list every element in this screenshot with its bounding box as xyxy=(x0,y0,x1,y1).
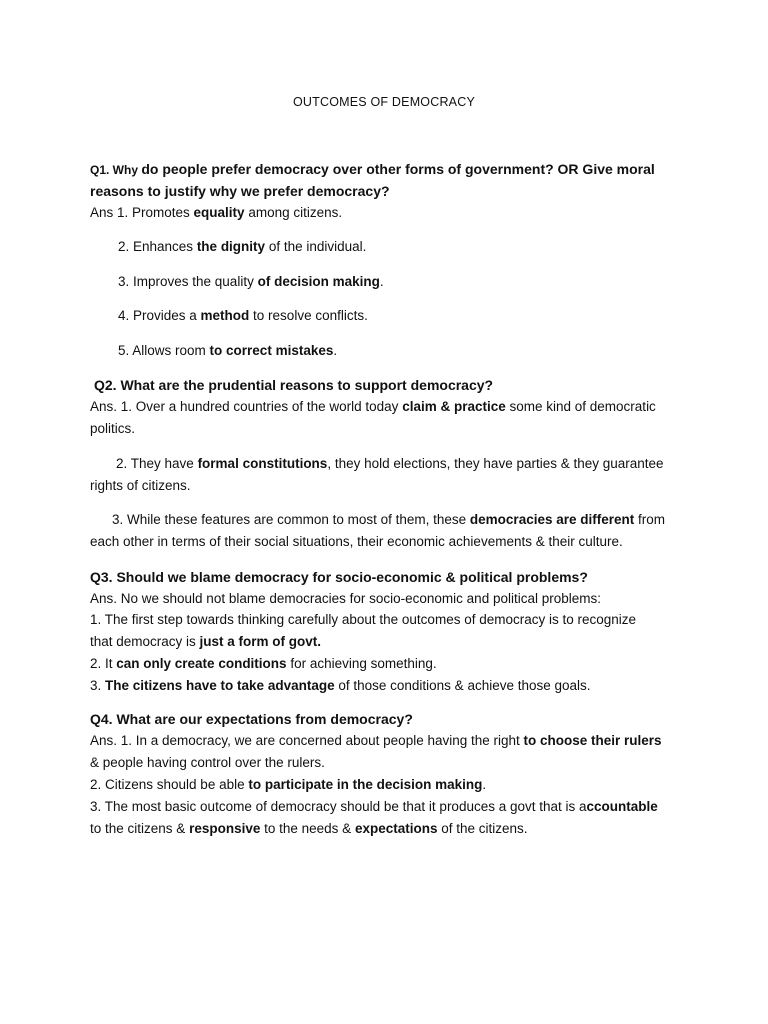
answer-text: 2. It xyxy=(90,656,117,671)
answer-keyword: formal constitutions xyxy=(197,456,328,471)
q2-answer-3 xyxy=(112,511,665,529)
answer-keyword: can only create conditions xyxy=(116,656,287,671)
q4-answer-3 xyxy=(90,798,658,816)
q3-answer-1: 1. The first step towards thinking carefully about the outcomes of democracy is to recognize xyxy=(90,612,637,627)
page-title: OUTCOMES OF DEMOCRACY xyxy=(293,95,475,109)
answer-text: to the needs & xyxy=(260,821,355,836)
answer-text: . xyxy=(333,343,338,358)
q3-intro: Ans. No we should not blame democracies for socio-economic and political problems: xyxy=(90,591,601,606)
answer-keyword: expectations xyxy=(354,821,438,836)
answer-text: 4. Provides a xyxy=(118,308,201,323)
q2-question: Q2. What are the prudential reasons to support democracy? xyxy=(94,377,494,393)
answer-text: , they hold elections, they have parties & they guarantee xyxy=(327,456,664,471)
answer-keyword: of decision making xyxy=(257,274,380,289)
answer-text: 3. Improves the quality xyxy=(118,274,258,289)
q3-answer-2 xyxy=(90,655,437,673)
answer-text: for achieving something. xyxy=(286,656,437,671)
answer-text: 3. xyxy=(90,678,106,693)
q2-answer-2-cont: rights of citizens. xyxy=(90,478,191,493)
answer-keyword: responsive xyxy=(189,821,261,836)
answer-text: of those conditions & achieve those goals. xyxy=(334,678,591,693)
q2-answer-2 xyxy=(116,455,664,473)
answer-text: 3. While these features are common to most of them, these xyxy=(112,512,470,527)
answer-text: that democracy is xyxy=(90,634,200,649)
answer-text: 2. They have xyxy=(116,456,198,471)
q4-question: Q4. What are our expectations from democracy? xyxy=(90,711,413,727)
q4-answer-3-cont xyxy=(90,820,528,838)
answer-keyword: to participate in the decision making xyxy=(248,777,483,792)
q2-answer-1-cont: politics. xyxy=(90,421,136,436)
q3-question: Q3. Should we blame democracy for socio-economic & political problems? xyxy=(90,569,588,585)
answer-text: to the citizens & xyxy=(90,821,190,836)
answer-text: 2. Citizens should be able xyxy=(90,777,249,792)
q1-question-text: do people prefer democracy over other forms of government? OR Give moral xyxy=(141,161,655,177)
q1-answer-3 xyxy=(118,273,384,291)
q1-question-line2: reasons to justify why we prefer democracy? xyxy=(90,183,390,199)
answer-text: 3. The most basic outcome of democracy should be that it produces a govt that is a xyxy=(90,799,587,814)
answer-text: of the individual. xyxy=(265,239,367,254)
answer-text: . xyxy=(379,274,384,289)
answer-text: Ans. 1. In a democracy, we are concerned about people having the right xyxy=(90,733,524,748)
q4-answer-2 xyxy=(90,776,486,794)
answer-keyword: the dignity xyxy=(196,239,266,254)
answer-keyword: equality xyxy=(193,205,245,220)
answer-keyword: method xyxy=(200,308,250,323)
answer-keyword: to choose their rulers xyxy=(523,733,662,748)
q1-answer-5 xyxy=(118,342,337,360)
answer-text: . xyxy=(482,777,487,792)
answer-text: some kind of democratic xyxy=(505,399,656,414)
answer-keyword: The citizens have to take advantage xyxy=(105,678,335,693)
answer-text: from xyxy=(634,512,666,527)
answer-text: of the citizens. xyxy=(437,821,528,836)
q2-answer-1 xyxy=(90,398,656,416)
answer-text: to resolve conflicts. xyxy=(249,308,368,323)
answer-text: 5. Allows room xyxy=(118,343,210,358)
q3-answer-1-cont xyxy=(90,633,321,651)
q1-question-line1 xyxy=(90,160,655,179)
q1-answer-2 xyxy=(118,238,366,256)
answer-text: among citizens. xyxy=(244,205,343,220)
q1-prefix: Q1. Why xyxy=(90,163,142,177)
q2-answer-3-cont: each other in terms of their social situations, their economic achievements & their culture. xyxy=(90,534,623,549)
answer-text: Ans 1. Promotes xyxy=(90,205,194,220)
q4-answer-1-cont: & people having control over the rulers. xyxy=(90,755,325,770)
q1-answer-4 xyxy=(118,307,368,325)
answer-keyword: to correct mistakes xyxy=(209,343,334,358)
q3-answer-3 xyxy=(90,677,591,695)
answer-keyword: democracies are different xyxy=(469,512,635,527)
answer-keyword: ccountable xyxy=(586,799,658,814)
answer-keyword: just a form of govt. xyxy=(199,634,322,649)
answer-text: Ans. 1. Over a hundred countries of the world today xyxy=(90,399,403,414)
q4-answer-1 xyxy=(90,732,662,750)
answer-text: 2. Enhances xyxy=(118,239,197,254)
answer-keyword: claim & practice xyxy=(402,399,506,414)
q1-answer-1 xyxy=(90,204,342,222)
